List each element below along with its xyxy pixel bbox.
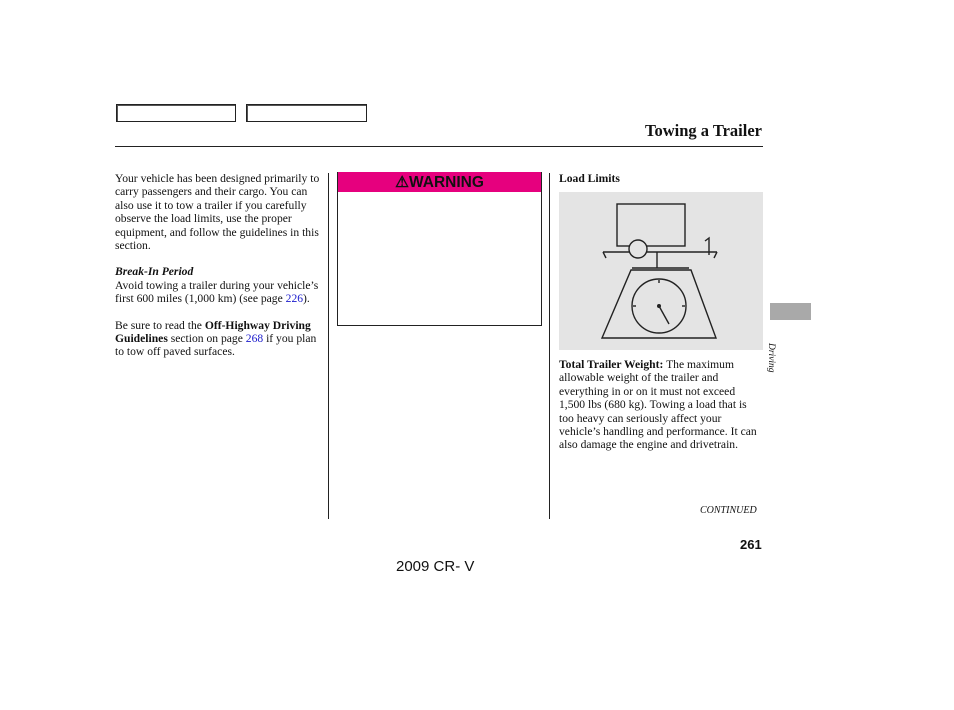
section-tab-label: Driving	[766, 343, 776, 373]
page-title: Towing a Trailer	[644, 121, 762, 140]
offroad-paragraph	[115, 319, 321, 359]
page-link-268[interactable]: 268	[245, 332, 264, 346]
total-weight-paragraph	[559, 358, 759, 452]
offroad-end: if you plan to tow off paved surfaces.	[115, 332, 317, 359]
offroad-bold: Off-Highway Driving Guidelines	[115, 318, 311, 346]
break-in-heading: Break-In Period	[115, 265, 194, 279]
section-tab[interactable]	[770, 303, 811, 320]
header-rule	[115, 146, 763, 147]
intro-paragraph: Your vehicle has been designed primarily to carry passengers and their cargo. You can also use it to tow a trailer if you carefully observe the load limits, use the proper equipment, and follow the guidelines in this section.	[115, 172, 320, 253]
warning-triangle-icon: ⚠	[395, 174, 409, 191]
trailer-scale-illustration	[559, 192, 763, 350]
column-divider-1	[328, 173, 329, 519]
offroad-pre: Be sure to read the	[115, 318, 202, 332]
page-link-226[interactable]: 226	[285, 292, 304, 306]
left-column	[115, 172, 321, 359]
continued-label: CONTINUED	[700, 505, 757, 516]
break-in-text: Avoid towing a trailer during your vehicle’s first 600 miles (1,000 km) (see page	[115, 278, 319, 306]
page-number: 261	[740, 537, 762, 552]
trailer-scale-icon	[559, 192, 763, 350]
warning-label: WARNING	[408, 174, 484, 191]
break-in-end: ).	[303, 292, 310, 306]
column-divider-2	[549, 173, 550, 519]
total-weight-label: Total Trailer Weight:	[559, 358, 664, 371]
warning-banner	[338, 172, 541, 192]
warning-box	[337, 172, 542, 326]
nav-button-right[interactable]	[246, 104, 367, 122]
warning-title	[338, 173, 541, 192]
break-in-paragraph	[115, 279, 321, 306]
total-weight-text: The maximum allowable weight of the trailer and everything in or on it must not exceed 1,500 lbs (680 kg). Towing a load that is too heavy can seriously affect your vehicle’s handling and performance. It can also damage the engine and drivetrain.	[559, 358, 757, 452]
load-limits-heading: Load Limits	[559, 172, 620, 185]
model-footer: 2009 CR- V	[396, 558, 475, 575]
nav-button-left[interactable]	[116, 104, 236, 122]
offroad-mid: section on page	[170, 332, 243, 346]
